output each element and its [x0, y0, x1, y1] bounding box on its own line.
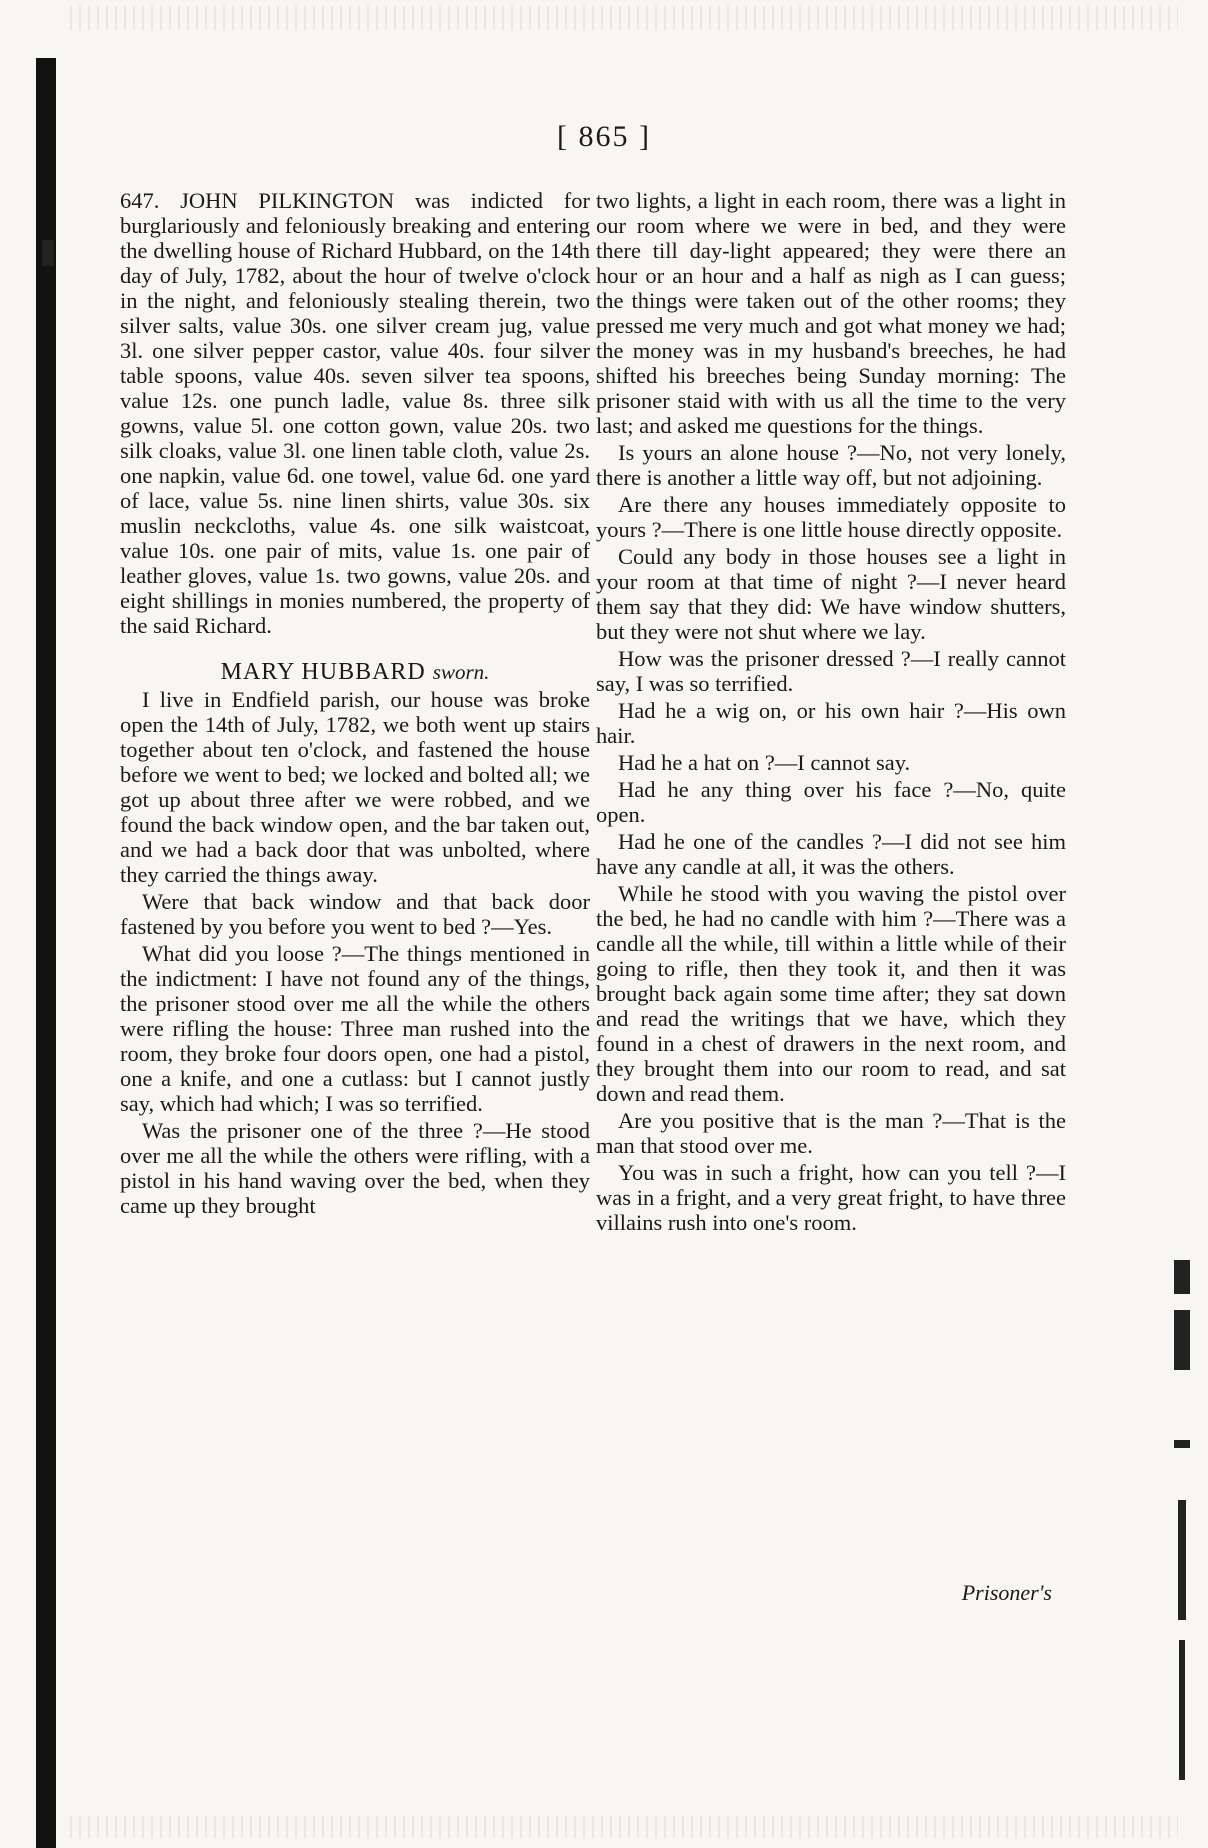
testimony-paragraph: Had he one of the candles ?—I did not see him have any candle at all, it was the others.: [596, 829, 1066, 879]
witness-name: MARY HUBBARD: [220, 659, 426, 685]
witness-sworn: sworn.: [432, 660, 490, 684]
testimony-paragraph: What did you loose ?—The things mentioned in the indictment: I have not found any of the things, the prisoner stood over me all the while the others were rifling the house: Three man rushed into the room, they broke four doors open, one had a pistol, one a knife, and one a cutlass: but I cannot justly say, which had which; I was so terrified.: [120, 941, 590, 1116]
spine-notch: [42, 240, 54, 266]
left-column: [120, 188, 590, 1220]
indictment-paragraph: 647. JOHN PILKINGTON was indicted for burglariously and feloniously breaking and entering the dwelling house of Richard Hubbard, on the 14th day of July, 1782, about the hour of twelve o'clock in the night, and feloniously stealing therein, two silver salts, value 30s. one silver cream jug, value 3l. one silver pepper castor, value 40s. four silver table spoons, value 40s. seven silver tea spoons, value 12s. one punch ladle, value 8s. three silk gowns, value 5l. one cotton gown, value 20s. two silk cloaks, value 3l. one linen table cloth, value 2s. one napkin, value 6d. one towel, value 6d. one yard of lace, value 5s. nine linen shirts, value 30s. six muslin neckcloths, value 4s. one silk waistcoat, value 10s. one pair of mits, value 1s. one pair of leather gloves, value 1s. two gowns, value 20s. and eight shillings in monies numbered, the property of the said Richard.: [120, 188, 590, 638]
testimony-paragraph: Were that back window and that back door fastened by you before you went to bed ?—Yes.: [120, 889, 590, 939]
binding-spine: [36, 58, 56, 1848]
testimony-paragraph: I live in Endfield parish, our house was broke open the 14th of July, 1782, we both went up stairs together about ten o'clock, and fastened the house before we went to bed; we locked and bolted all; we got up about three after we were robbed, and we found the back window open, and the bar taken out, and we had a back door that was unbolted, where they carried the things away.: [120, 687, 590, 887]
margin-marks: [1174, 1260, 1190, 1780]
testimony-paragraph: Could any body in those houses see a light in your room at that time of night ?—I never heard them say that they did: We have window shutters, but they were not shut where we lay.: [596, 544, 1066, 644]
right-column: [596, 188, 1066, 1237]
top-edge-noise: [70, 6, 1178, 30]
testimony-paragraph: While he stood with you waving the pistol over the bed, he had no candle with him ?—There was a candle all the while, till within a little while of their going to rifle, then they took it, and then it was brought back again some time after; they sat down and read the writings that we have, which they found in a chest of drawers in the next room, and they brought them into our room to read, and sat down and read them.: [596, 881, 1066, 1106]
margin-mark: [1178, 1500, 1186, 1620]
page-number: [ 865 ]: [557, 120, 651, 153]
testimony-paragraph: Are you positive that is the man ?—That is the man that stood over me.: [596, 1108, 1066, 1158]
testimony-paragraph: two lights, a light in each room, there was a light in our room where we were in bed, and they were there till day-light appeared; they were there an hour or an hour and a half as nigh as I can guess; the things were taken out of the other rooms; they pressed me very much and got what money we had; the money was in my husband's breeches, he had shifted his breeches being Sunday morning: The prisoner staid with with us all the time to the very last; and asked me questions for the things.: [596, 188, 1066, 438]
testimony-paragraph: How was the prisoner dressed ?—I really cannot say, I was so terrified.: [596, 646, 1066, 696]
bottom-edge-noise: [70, 1816, 1178, 1838]
witness-heading: [120, 660, 590, 685]
testimony-paragraph: Had he any thing over his face ?—No, quite open.: [596, 777, 1066, 827]
testimony-paragraph: Are there any houses immediately opposite to yours ?—There is one little house directly opposite.: [596, 492, 1066, 542]
margin-mark: [1174, 1310, 1190, 1370]
margin-mark: [1174, 1260, 1190, 1294]
testimony-paragraph: You was in such a fright, how can you tell ?—I was in a fright, and a very great fright, to have three villains rush into one's room.: [596, 1160, 1066, 1235]
testimony-paragraph: Had he a hat on ?—I cannot say.: [618, 750, 911, 775]
testimony-paragraph: Was the prisoner one of the three ?—He stood over me all the while the others were rifling, with a pistol in his hand waving over the bed, when they came up they brought: [120, 1118, 590, 1218]
testimony-paragraph: Is yours an alone house ?—No, not very lonely, there is another a little way off, but not adjoining.: [596, 440, 1066, 490]
testimony-paragraph: Had he a wig on, or his own hair ?—His own hair.: [596, 698, 1066, 748]
margin-mark: [1179, 1640, 1185, 1780]
catchword: Prisoner's: [961, 1580, 1052, 1605]
margin-mark: [1174, 1440, 1190, 1448]
